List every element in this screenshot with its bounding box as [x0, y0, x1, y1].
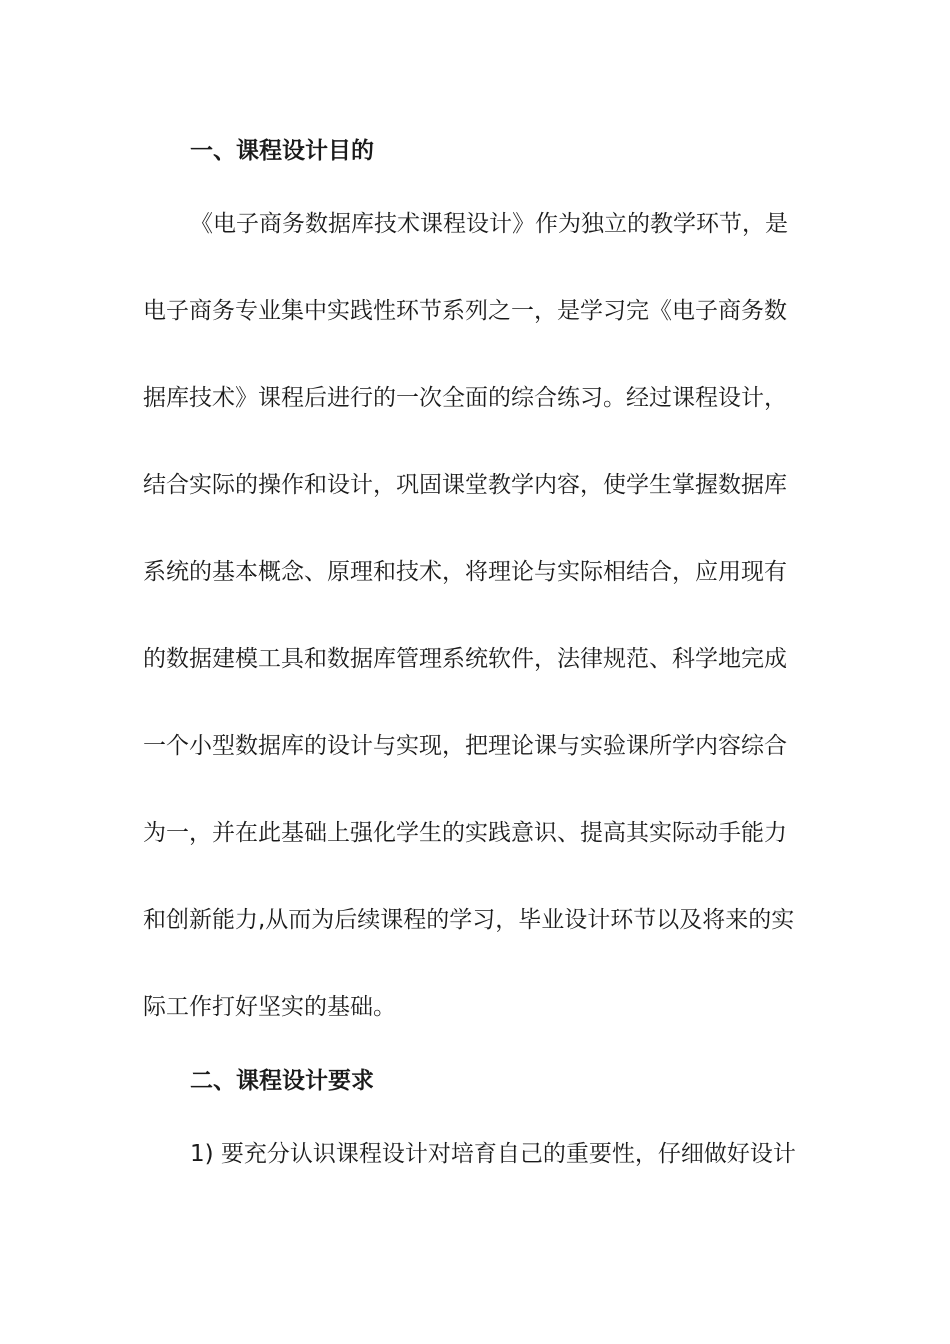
section-heading-requirements: 二、课程设计要求	[190, 1068, 374, 1094]
paragraph-line: 为一，并在此基础上强化学生的实践意识、提高其实际动手能力	[143, 820, 787, 846]
paragraph-line: 一个小型数据库的设计与实现，把理论课与实验课所学内容综合	[143, 733, 787, 759]
paragraph-line: 据库技术》课程后进行的一次全面的综合练习。经过课程设计，	[143, 385, 787, 411]
section-heading-purpose: 一、课程设计目的	[190, 138, 374, 164]
paragraph-line: 1) 要充分认识课程设计对培育自己的重要性，仔细做好设计	[190, 1141, 796, 1167]
paragraph-line: 系统的基本概念、原理和技术，将理论与实际相结合，应用现有	[143, 559, 787, 585]
paragraph-line: 电子商务专业集中实践性环节系列之一，是学习完《电子商务数	[143, 298, 787, 324]
paragraph-line: 的数据建模工具和数据库管理系统软件，法律规范、科学地完成	[143, 646, 787, 672]
paragraph-line: 《电子商务数据库技术课程设计》作为独立的教学环节，是	[190, 211, 788, 237]
paragraph-line: 结合实际的操作和设计，巩固课堂教学内容，使学生掌握数据库	[143, 472, 787, 498]
paragraph-line: 际工作打好坚实的基础。	[143, 994, 396, 1020]
paragraph-line: 和创新能力,从而为后续课程的学习，毕业设计环节以及将来的实	[143, 907, 795, 933]
